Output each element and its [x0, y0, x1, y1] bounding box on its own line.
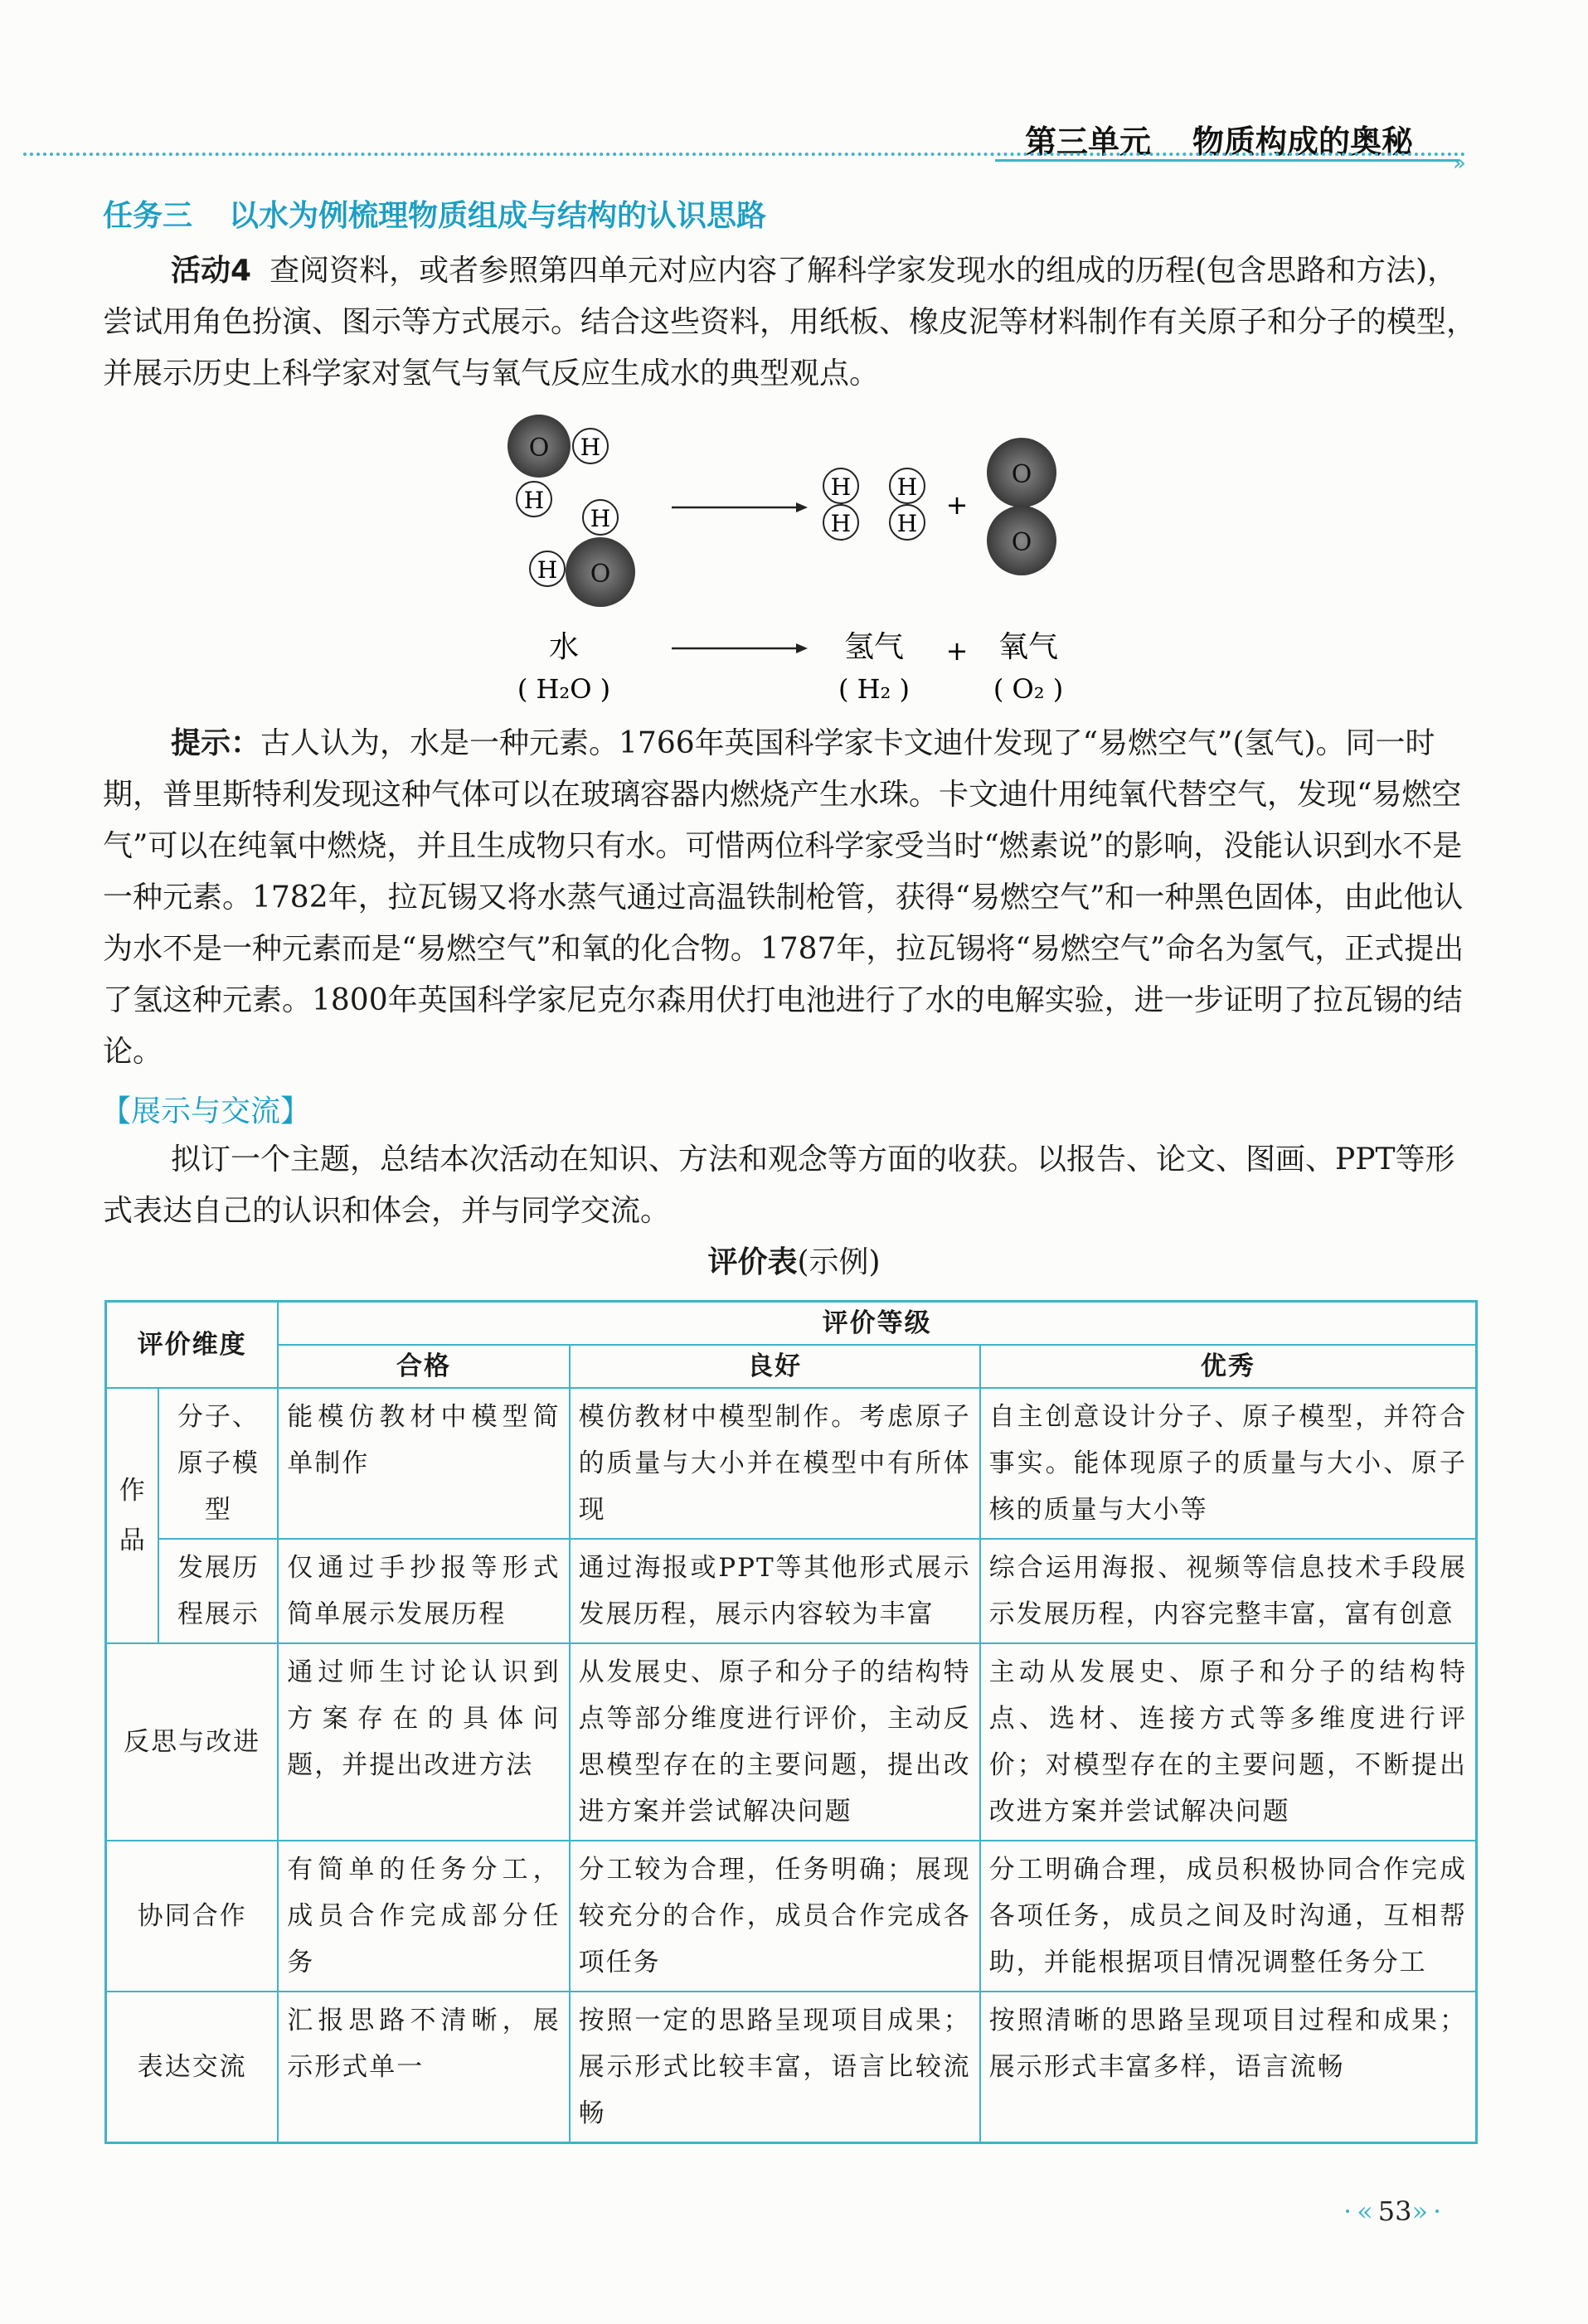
activity-label: 活动4 [171, 254, 252, 288]
water-decomposition-diagram [464, 415, 1128, 721]
table-cell: 能模仿教材中模型简单制作 [278, 1388, 569, 1539]
svg-text:H: H [590, 505, 611, 532]
table-cell: 通过海报或PPT等其他形式展示发展历程，展示内容较为丰富 [570, 1539, 980, 1643]
table-cell: 分工较为合理，任务明确；展现较充分的合作，成员合作完成各项任务 [570, 1841, 980, 1992]
row-name: 分子、原子模型 [158, 1388, 278, 1539]
row-name: 协同合作 [106, 1841, 279, 1992]
svg-text:O: O [1011, 460, 1032, 489]
svg-text:H: H [896, 473, 918, 501]
svg-text:H: H [830, 510, 852, 537]
hint-text: 古人认为，水是一种元素。1766年英国科学家卡文迪什发现了“易燃空气”(氢气)。同一时期，普里斯特利发现这种气体可以在玻璃容器内燃烧产生水珠。卡文迪什用纯氧代替空气，发现“易燃空气”可以在纯氧中燃烧，并且生成物只有水。可惜两位科学家受当时“燃素说”的影响，没能认识到水不是一种元素。1782年，拉瓦锡又将水蒸气通过高温铁制枪管，获得“易燃空气”和一种黑色固体，由此他认为水不是一种元素而是“易燃空气”和氧的化合物。1787年，拉瓦锡将“易燃空气”命名为氢气，正式提出了氢这种元素。1800年英国科学家尼克尔森用伏打电池进行了水的电解实验，进一步证明了拉瓦锡的结论。 [103, 726, 1464, 1069]
reactant-formula: ( H₂O ) [517, 673, 611, 705]
table-row [106, 1992, 1477, 2143]
page-number-dots-icon: »· [1411, 2195, 1447, 2227]
table-cell: 汇报思路不清晰，展示形式单一 [278, 1992, 569, 2143]
show-paragraph: 拟订一个主题，总结本次活动在知识、方法和观念等方面的收获。以报告、论文、图画、PPT等形式表达自己的认识和体会，并与同学交流。 [103, 1143, 1455, 1228]
table-cell: 按照一定的思路呈现项目成果；展示形式比较丰富，语言比较流畅 [570, 1992, 980, 2143]
header-arrow-icon: » [1453, 151, 1466, 176]
svg-text:H: H [537, 556, 558, 584]
table-cell: 模仿教材中模型制作。考虑原子的质量与大小并在模型中有所体现 [570, 1388, 980, 1539]
table-caption [0, 1239, 1588, 1281]
activity-paragraph [103, 245, 1479, 400]
header-dotted-rule [23, 153, 1466, 156]
row-name: 表达交流 [106, 1992, 279, 2143]
page-number [1343, 2195, 1446, 2227]
level-excellent: 优秀 [980, 1345, 1477, 1388]
table-cell: 按照清晰的思路呈现项目过程和成果；展示形式丰富多样，语言流畅 [980, 1992, 1477, 2143]
evaluation-table [104, 1300, 1478, 2144]
table-cell: 分工明确合理，成员积极协同合作完成各项任务，成员之间及时沟通，互相帮助，并能根据项目情况调整任务分工 [980, 1841, 1477, 1992]
unit-label: 第三单元 [1025, 124, 1152, 160]
svg-text:O: O [528, 434, 550, 463]
page-number-value: 53 [1377, 2195, 1412, 2227]
group-label-cell [106, 1388, 159, 1643]
svg-text:H: H [896, 510, 918, 537]
table-row [106, 1388, 1477, 1539]
page-number-dots-icon: ·« [1343, 2195, 1378, 2227]
hint-paragraph [103, 718, 1479, 1078]
water-molecule-2 [530, 500, 635, 607]
task-title: 以水为例梳理物质组成与结构的认识思路 [229, 199, 767, 233]
svg-text:O: O [1011, 528, 1032, 557]
table-caption-sub: (示例) [797, 1245, 881, 1279]
table-caption-title: 评价表 [707, 1245, 798, 1279]
activity-text: 查阅资料，或者参照第四单元对应内容了解科学家发现水的组成的历程(包含思路和方法)，尝试用角色扮演、图示等方式展示。结合这些资料，用纸板、橡皮泥等材料制作有关原子和分子的模型，并展示历史上科学家对氢气与氧气反应生成水的典型观点。 [103, 254, 1477, 391]
svg-text:H: H [580, 434, 601, 461]
show-heading: 【展示与交流】 [101, 1094, 311, 1128]
table-row [106, 1841, 1477, 1992]
header-rule [995, 159, 1459, 162]
table-cell: 综合运用海报、视频等信息技术手段展示发展历程，内容完整丰富，富有创意 [980, 1539, 1477, 1643]
group-label: 作品 [119, 1476, 147, 1555]
reactant-name: 水 [548, 630, 580, 664]
row-name: 发展历程展示 [158, 1539, 278, 1643]
product2-name: 氧气 [998, 630, 1059, 664]
row-name: 反思与改进 [106, 1643, 279, 1841]
task-label: 任务三 [103, 199, 193, 233]
table-header-row [106, 1302, 1477, 1346]
hydrogen-molecules [823, 468, 925, 540]
product1-name: 氢气 [843, 630, 905, 664]
product1-formula: ( H₂ ) [838, 673, 911, 705]
table-cell: 主动从发展史、原子和分子的结构特点、选材、连接方式等多维度进行评价；对模型存在的主要问题，不断提出改进方案并尝试解决问题 [980, 1643, 1477, 1841]
table-cell: 通过师生讨论认识到方案存在的具体问题，并提出改进方法 [278, 1643, 569, 1841]
level-pass: 合格 [278, 1345, 569, 1388]
task-heading [103, 192, 766, 235]
table-row [106, 1643, 1477, 1841]
dim-header: 评价维度 [106, 1302, 279, 1389]
level-good: 良好 [570, 1345, 980, 1388]
table-cell: 有简单的任务分工，成员合作完成部分任务 [278, 1841, 569, 1992]
svg-text:H: H [523, 487, 545, 514]
table-level-row [106, 1345, 1477, 1388]
svg-text:+: + [945, 635, 969, 667]
table-cell: 仅通过手抄报等形式简单展示发展历程 [278, 1539, 569, 1643]
unit-title: 物质构成的奥秘 [1192, 124, 1414, 160]
svg-text:+: + [945, 489, 969, 521]
table-cell: 自主创意设计分子、原子模型，并符合事实。能体现原子的质量与大小、原子核的质量与大小等 [980, 1388, 1477, 1539]
table-row [106, 1539, 1477, 1643]
table-cell: 从发展史、原子和分子的结构特点等部分维度进行评价，主动反思模型存在的主要问题，提出改进方案并尝试解决问题 [570, 1643, 980, 1841]
product2-formula: ( O₂ ) [993, 673, 1064, 705]
hint-label: 提示： [171, 726, 261, 760]
svg-text:O: O [590, 560, 611, 589]
oxygen-molecule [987, 438, 1056, 575]
svg-text:H: H [830, 473, 852, 501]
level-header: 评价等级 [278, 1302, 1476, 1346]
